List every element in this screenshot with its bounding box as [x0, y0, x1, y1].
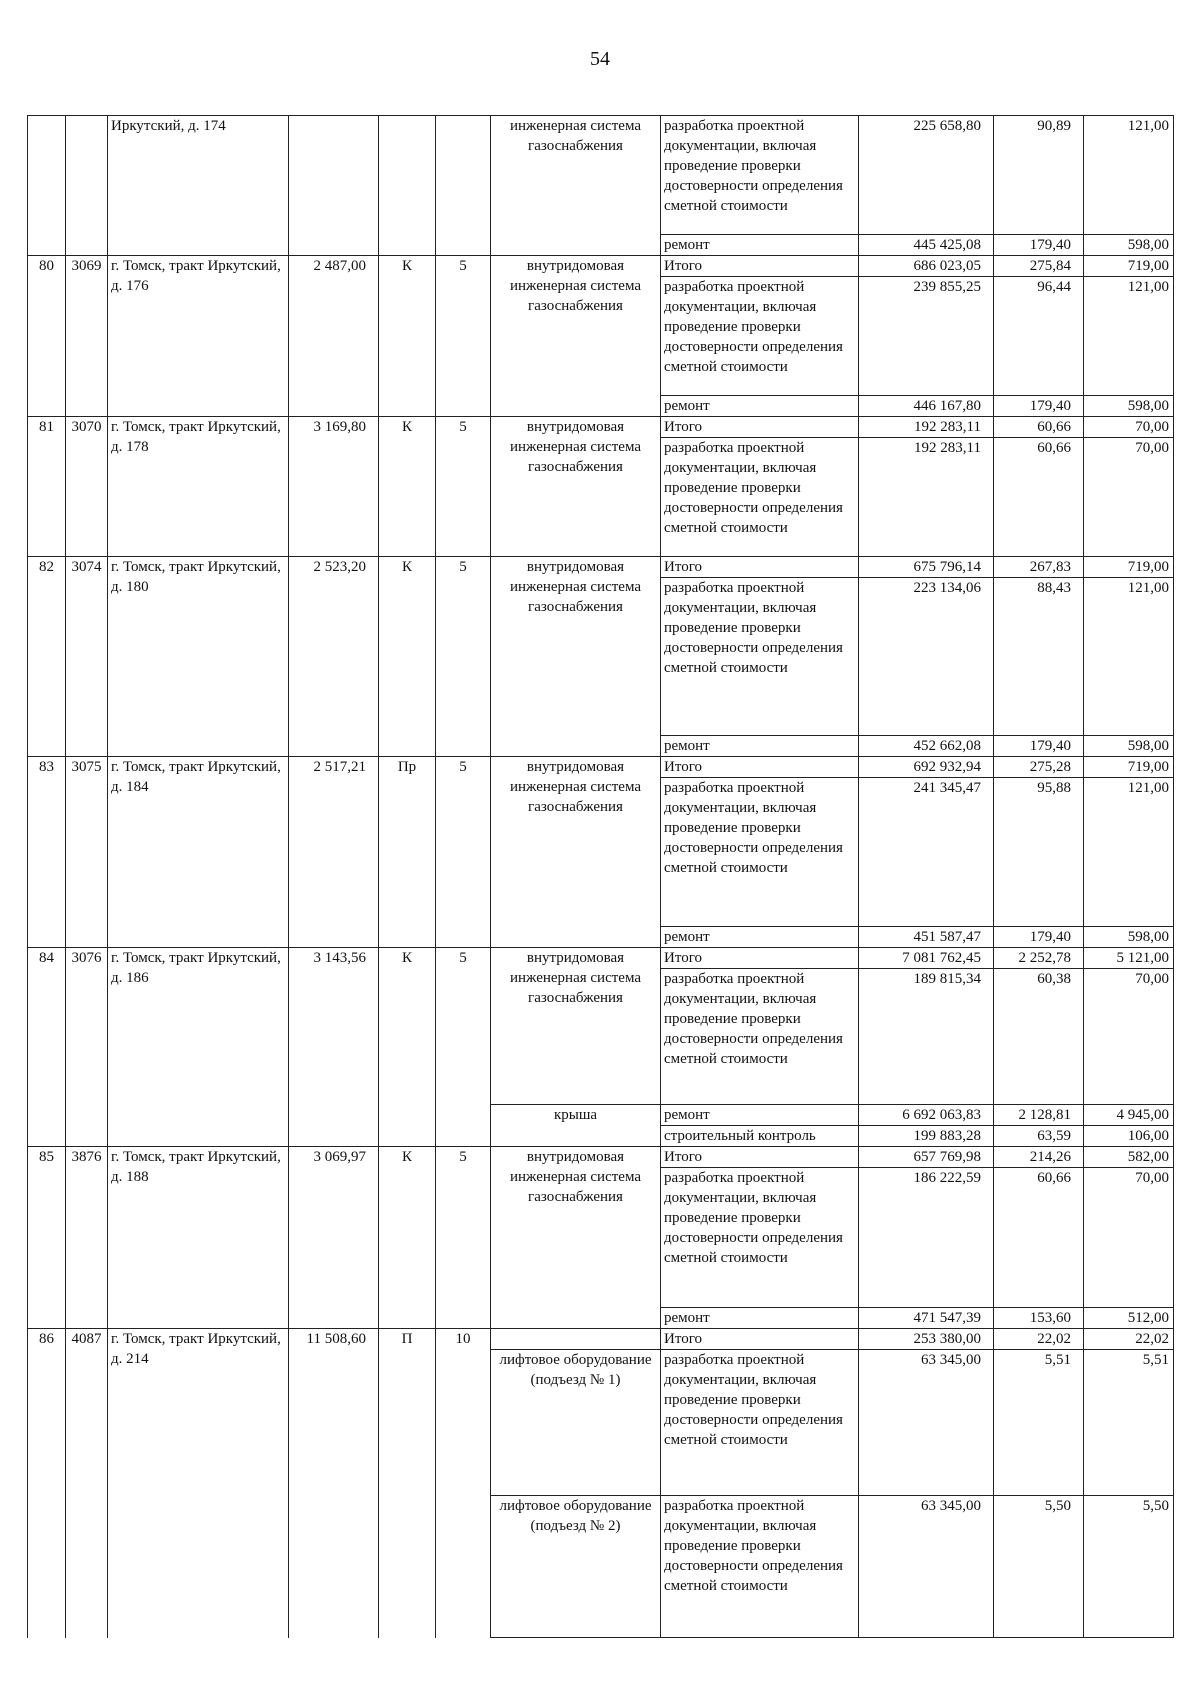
- limit-cost-cell: 121,00: [1127, 279, 1169, 295]
- work-type-cell: ремонт: [664, 929, 710, 945]
- specific-cost-cell: 88,43: [1037, 580, 1071, 596]
- cost-cell: 452 662,08: [913, 738, 981, 754]
- limit-cost-cell: 5,51: [1142, 1352, 1169, 1368]
- specific-cost-cell: 179,40: [1029, 398, 1071, 414]
- address-cell: г. Томск, тракт Иркутский, д. 180: [111, 559, 281, 595]
- address-cell: г. Томск, тракт Иркутский, д. 184: [111, 759, 281, 795]
- system-cell: внутридомовая инженерная система газоснабжения: [509, 559, 641, 615]
- address-cell: г. Томск, тракт Иркутский, д. 186: [111, 950, 281, 986]
- work-type-cell: разработка проектной документации, включая проведение проверки достоверности определения сметной стоимости: [664, 279, 843, 375]
- limit-cost-cell: 70,00: [1135, 419, 1169, 435]
- row-number: 83: [39, 759, 54, 775]
- cost-cell: 253 380,00: [913, 1331, 981, 1347]
- cost-cell: 189 815,34: [913, 971, 981, 987]
- address-cell: г. Томск, тракт Иркутский, д. 188: [111, 1149, 281, 1185]
- work-type-cell: ремонт: [664, 398, 710, 414]
- cost-cell: 7 081 762,45: [902, 950, 981, 966]
- specific-cost-cell: 96,44: [1037, 279, 1071, 295]
- specific-cost-cell: 90,89: [1037, 118, 1071, 134]
- limit-cost-cell: 4 945,00: [1116, 1107, 1169, 1123]
- table-row: [28, 417, 1174, 438]
- table-row: [28, 116, 1174, 235]
- system-cell: лифтовое оборудование (подъезд № 1): [499, 1352, 652, 1388]
- floors-cell: 5: [459, 759, 467, 775]
- specific-cost-cell: 214,26: [1029, 1149, 1071, 1165]
- area-cell: 2 487,00: [313, 258, 366, 274]
- specific-cost-cell: 179,40: [1029, 237, 1071, 253]
- row-number: 84: [39, 950, 54, 966]
- floors-cell: 5: [459, 950, 467, 966]
- limit-cost-cell: 121,00: [1127, 780, 1169, 796]
- address-cell: г. Томск, тракт Иркутский, д. 176: [111, 258, 281, 294]
- work-type-cell: ремонт: [664, 1107, 710, 1123]
- capital-repair-table: [27, 115, 1174, 1638]
- work-type-cell: Итого: [664, 1149, 702, 1165]
- wall-material-cell: К: [401, 258, 412, 274]
- wall-material-cell: К: [401, 559, 412, 575]
- area-cell: 3 143,56: [313, 950, 366, 966]
- house-code: 3069: [71, 258, 102, 274]
- system-cell: лифтовое оборудование (подъезд № 2): [499, 1498, 652, 1534]
- work-type-cell: разработка проектной документации, включая проведение проверки достоверности определения сметной стоимости: [664, 440, 843, 536]
- cost-cell: 63 345,00: [921, 1352, 981, 1368]
- wall-material-cell: К: [401, 1149, 412, 1165]
- work-type-cell: разработка проектной документации, включая проведение проверки достоверности определения сметной стоимости: [664, 780, 843, 876]
- specific-cost-cell: 60,38: [1037, 971, 1071, 987]
- specific-cost-cell: 267,83: [1029, 559, 1071, 575]
- work-type-cell: разработка проектной документации, включая проведение проверки достоверности определения сметной стоимости: [664, 971, 843, 1067]
- cost-cell: 225 658,80: [913, 118, 981, 134]
- specific-cost-cell: 179,40: [1029, 738, 1071, 754]
- system-cell: внутридомовая инженерная система газоснабжения: [509, 419, 641, 475]
- table-row: [28, 557, 1174, 578]
- table-row: [28, 256, 1174, 277]
- work-type-cell: разработка проектной документации, включая проведение проверки достоверности определения сметной стоимости: [664, 118, 843, 214]
- specific-cost-cell: 60,66: [1037, 419, 1071, 435]
- page-number: 54: [590, 48, 610, 70]
- specific-cost-cell: 275,28: [1029, 759, 1071, 775]
- house-code: 3074: [71, 559, 102, 575]
- limit-cost-cell: 719,00: [1127, 258, 1169, 274]
- limit-cost-cell: 598,00: [1127, 929, 1169, 945]
- cost-cell: 239 855,25: [913, 279, 981, 295]
- floors-cell: 5: [459, 559, 467, 575]
- limit-cost-cell: 5 121,00: [1116, 950, 1169, 966]
- work-type-cell: Итого: [664, 1331, 702, 1347]
- wall-material-cell: Пр: [397, 759, 417, 775]
- limit-cost-cell: 106,00: [1127, 1128, 1169, 1144]
- cost-cell: 192 283,11: [914, 440, 981, 456]
- specific-cost-cell: 5,51: [1044, 1352, 1071, 1368]
- cost-cell: 6 692 063,83: [902, 1107, 981, 1123]
- specific-cost-cell: 22,02: [1037, 1331, 1071, 1347]
- cost-cell: 199 883,28: [913, 1128, 981, 1144]
- area-cell: 3 169,80: [313, 419, 366, 435]
- specific-cost-cell: 2 252,78: [1018, 950, 1071, 966]
- limit-cost-cell: 70,00: [1135, 1170, 1169, 1186]
- system-cell: внутридомовая инженерная система газоснабжения: [509, 759, 641, 815]
- system-cell: внутридомовая инженерная система газоснабжения: [509, 1149, 641, 1205]
- specific-cost-cell: 63,59: [1037, 1128, 1071, 1144]
- cost-cell: 446 167,80: [913, 398, 981, 414]
- limit-cost-cell: 598,00: [1127, 738, 1169, 754]
- specific-cost-cell: 60,66: [1037, 440, 1071, 456]
- cost-cell: 445 425,08: [913, 237, 981, 253]
- floors-cell: 10: [455, 1331, 471, 1347]
- specific-cost-cell: 60,66: [1037, 1170, 1071, 1186]
- table-row: [28, 1147, 1174, 1168]
- work-type-cell: разработка проектной документации, включая проведение проверки достоверности определения сметной стоимости: [664, 1170, 843, 1266]
- limit-cost-cell: 582,00: [1127, 1149, 1169, 1165]
- cost-cell: 471 547,39: [913, 1310, 981, 1326]
- work-type-cell: ремонт: [664, 237, 710, 253]
- address-cell: г. Томск, тракт Иркутский, д. 214: [111, 1331, 281, 1367]
- house-code: 3070: [71, 419, 102, 435]
- specific-cost-cell: 2 128,81: [1018, 1107, 1071, 1123]
- limit-cost-cell: 719,00: [1127, 759, 1169, 775]
- work-type-cell: Итого: [664, 950, 702, 966]
- row-number: 80: [39, 258, 54, 274]
- house-code: 3075: [71, 759, 102, 775]
- work-type-cell: разработка проектной документации, включая проведение проверки достоверности определения сметной стоимости: [664, 1498, 843, 1594]
- work-type-cell: ремонт: [664, 1310, 710, 1326]
- table-row: [28, 1329, 1174, 1350]
- work-type-cell: ремонт: [664, 738, 710, 754]
- system-cell: внутридомовая инженерная система газоснабжения: [509, 950, 641, 1006]
- limit-cost-cell: 598,00: [1127, 398, 1169, 414]
- cost-cell: 451 587,47: [913, 929, 981, 945]
- cost-cell: 657 769,98: [913, 1149, 981, 1165]
- area-cell: 11 508,60: [306, 1331, 366, 1347]
- limit-cost-cell: 512,00: [1127, 1310, 1169, 1326]
- address-cell: г. Томск, тракт Иркутский, д. 178: [111, 419, 281, 455]
- limit-cost-cell: 121,00: [1127, 580, 1169, 596]
- cost-cell: 63 345,00: [921, 1498, 981, 1514]
- cost-cell: 186 222,59: [913, 1170, 981, 1186]
- house-code: 3076: [71, 950, 102, 966]
- cost-cell: 686 023,05: [913, 258, 981, 274]
- house-code: 4087: [71, 1331, 102, 1347]
- area-cell: 2 517,21: [313, 759, 366, 775]
- work-type-cell: Итого: [664, 559, 702, 575]
- work-type-cell: Итого: [664, 419, 702, 435]
- floors-cell: 5: [459, 1149, 467, 1165]
- limit-cost-cell: 22,02: [1135, 1331, 1169, 1347]
- floors-cell: 5: [459, 258, 467, 274]
- specific-cost-cell: 153,60: [1029, 1310, 1071, 1326]
- specific-cost-cell: 5,50: [1044, 1498, 1071, 1514]
- specific-cost-cell: 179,40: [1029, 929, 1071, 945]
- cost-cell: 192 283,11: [914, 419, 981, 435]
- limit-cost-cell: 121,00: [1127, 118, 1169, 134]
- system-cell: внутридомовая инженерная система газоснабжения: [509, 258, 641, 314]
- work-type-cell: Итого: [664, 258, 702, 274]
- area-cell: 3 069,97: [313, 1149, 366, 1165]
- wall-material-cell: К: [401, 419, 412, 435]
- floors-cell: 5: [459, 419, 467, 435]
- limit-cost-cell: 70,00: [1135, 971, 1169, 987]
- work-type-cell: строительный контроль: [664, 1128, 816, 1144]
- cost-cell: 241 345,47: [913, 780, 981, 796]
- limit-cost-cell: 70,00: [1135, 440, 1169, 456]
- cost-cell: 675 796,14: [913, 559, 981, 575]
- house-code: 3876: [71, 1149, 102, 1165]
- area-cell: 2 523,20: [313, 559, 366, 575]
- work-type-cell: разработка проектной документации, включая проведение проверки достоверности определения сметной стоимости: [664, 580, 843, 676]
- cost-cell: 223 134,06: [913, 580, 981, 596]
- work-type-cell: Итого: [664, 759, 702, 775]
- wall-material-cell: П: [401, 1331, 413, 1347]
- limit-cost-cell: 719,00: [1127, 559, 1169, 575]
- work-type-cell: разработка проектной документации, включая проведение проверки достоверности определения сметной стоимости: [664, 1352, 843, 1448]
- row-number: 82: [39, 559, 54, 575]
- cost-cell: 692 932,94: [913, 759, 981, 775]
- table-row: [28, 948, 1174, 969]
- row-number: 86: [39, 1331, 54, 1347]
- row-number: 85: [39, 1149, 54, 1165]
- row-number: 81: [39, 419, 54, 435]
- specific-cost-cell: 95,88: [1037, 780, 1071, 796]
- limit-cost-cell: 598,00: [1127, 237, 1169, 253]
- table-row: [28, 757, 1174, 778]
- wall-material-cell: К: [401, 950, 412, 966]
- system-cell: инженерная система газоснабжения: [509, 118, 641, 154]
- address-cell: Иркутский, д. 174: [111, 118, 226, 134]
- specific-cost-cell: 275,84: [1029, 258, 1071, 274]
- system-cell: крыша: [553, 1107, 598, 1123]
- limit-cost-cell: 5,50: [1142, 1498, 1169, 1514]
